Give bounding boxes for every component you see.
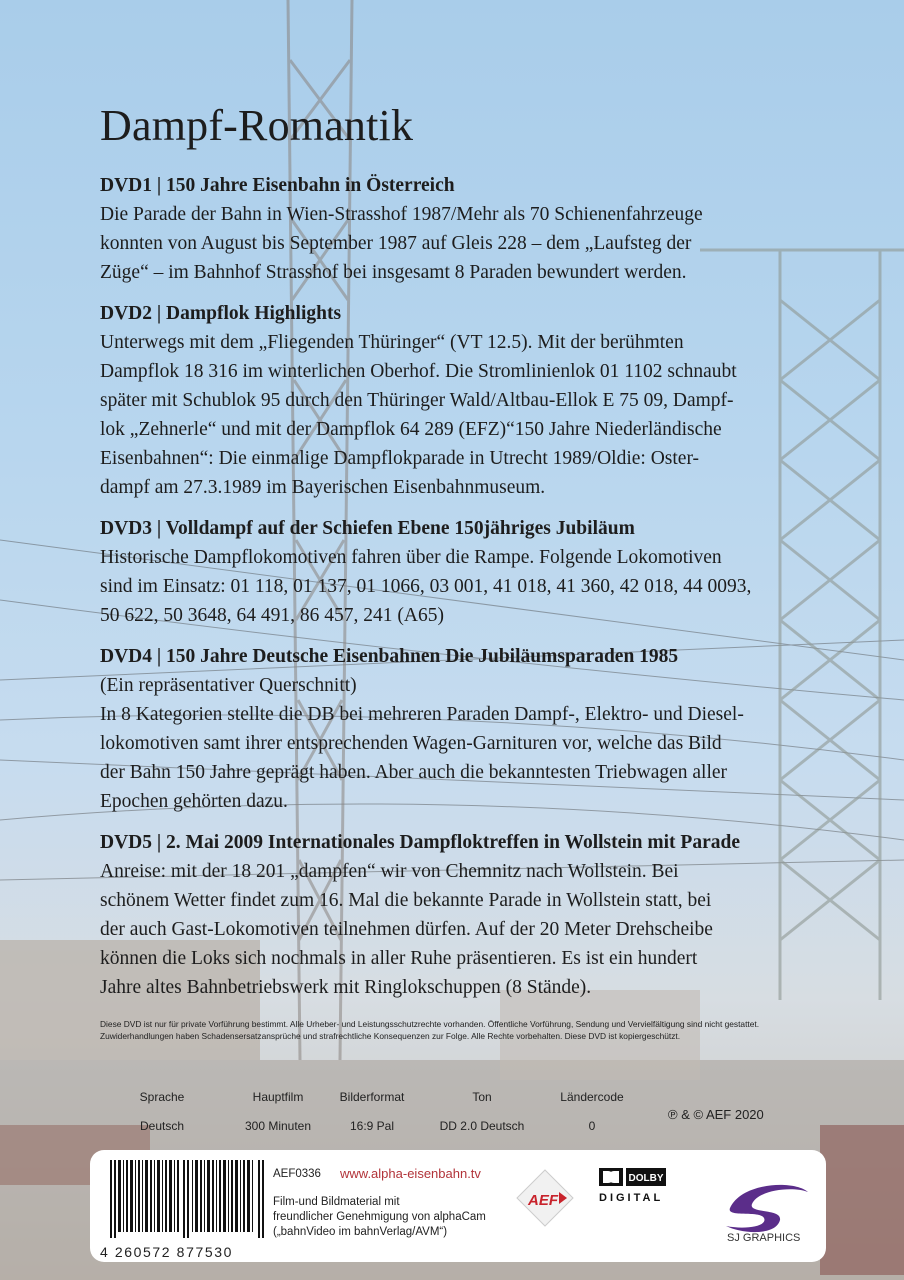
text-line: sind im Einsatz: 01 118, 01 137, 01 1066, 03 001, 41 018, 41 360, 42 018, 44 0093,	[100, 576, 752, 597]
credits-line: freundlicher Genehmigung von alphaCam	[273, 1211, 486, 1223]
text-line: Züge“ – im Bahnhof Strasshof bei insgesamt 8 Paraden bewundert werden.	[100, 262, 687, 283]
dolby-digital-logo	[598, 1166, 693, 1206]
text-line: Jahre altes Bahnbetriebswerk mit Ringlokschuppen (8 Stände).	[100, 977, 592, 998]
digital-text: DIGITAL	[599, 1192, 664, 1204]
legal-notice	[100, 1018, 840, 1042]
dvd3-title: DVD3 | Volldampf auf der Schiefen Ebene 150jähriges Jubiläum	[100, 518, 635, 539]
dvd2-description	[100, 328, 840, 502]
specs-header: Bilderformat	[339, 1089, 405, 1104]
text-line: lok „Zehnerle“ und mit der Dampflok 64 289 (EFZ)“150 Jahre Niederländische	[100, 419, 722, 440]
text-line: später mit Schublok 95 durch den Thüringer Wald/Altbau-Ellok E 75 09, Dampf-	[100, 390, 734, 411]
specs-header: Sprache	[139, 1089, 185, 1104]
text-line: (Ein repräsentativer Querschnitt)	[100, 675, 357, 696]
text-line: Anreise: mit der 18 201 „dampfen“ wir von Chemnitz nach Wollstein. Bei	[100, 861, 679, 882]
text-line: Eisenbahnen“: Die einmalige Dampflokparade in Utrecht 1989/Oldie: Oster-	[100, 448, 700, 469]
text-line: dampf am 27.3.1989 im Bayerischen Eisenbahnmuseum.	[100, 477, 546, 498]
specs-value: 16:9 Pal	[349, 1118, 395, 1133]
specs-value-row	[100, 1111, 632, 1140]
dvd4-title: DVD4 | 150 Jahre Deutsche Eisenbahnen Die Jubiläumsparaden 1985	[100, 646, 679, 667]
dvd1-section	[100, 171, 840, 287]
dvd3-description	[100, 543, 840, 630]
credits-line: Film-und Bildmaterial mit	[273, 1196, 400, 1208]
dolby-text: DOLBY	[628, 1173, 664, 1184]
specs-header: Ländercode	[560, 1089, 624, 1104]
dvd2-title: DVD2 | Dampflok Highlights	[100, 303, 342, 324]
specs-value: 300 Minuten	[244, 1118, 312, 1133]
barcode-number: 4 260572 877530	[100, 1244, 233, 1260]
dvd4-description	[100, 671, 840, 816]
specs-header-row	[100, 1082, 632, 1111]
specs-value: DD 2.0 Deutsch	[439, 1118, 525, 1133]
aef-logo	[515, 1168, 575, 1228]
text-line: In 8 Kategorien stellte die DB bei mehreren Paraden Dampf-, Elektro- und Diesel-	[100, 704, 744, 725]
aef-logo-text: AEF	[528, 1192, 558, 1209]
page-title: Dampf-Romantik	[100, 101, 414, 150]
content-panel	[100, 100, 840, 1014]
dvd2-section	[100, 299, 840, 502]
text-line: der auch Gast-Lokomotiven teilnehmen dürfen. Auf der 20 Meter Drehscheibe	[100, 919, 713, 940]
dvd1-title: DVD1 | 150 Jahre Eisenbahn in Österreich	[100, 175, 455, 196]
footer-panel	[90, 1150, 826, 1262]
text-line: Unterwegs mit dem „Fliegenden Thüringer“ (VT 12.5). Mit der berühmten	[100, 332, 684, 353]
specs-value: Deutsch	[139, 1118, 185, 1133]
text-line: Historische Dampflokomotiven fahren über die Rampe. Folgende Lokomotiven	[100, 547, 722, 568]
text-line: schönem Wetter findet zum 16. Mal die bekannte Parade in Wollstein statt, bei	[100, 890, 712, 911]
copyright-notice: ℗ & © AEF 2020	[668, 1107, 764, 1122]
barcode-icon	[110, 1160, 266, 1238]
credits-line: („bahnVideo im bahnVerlag/AVM“)	[273, 1226, 448, 1238]
sj-graphics-text: SJ GRAPHICS	[727, 1232, 801, 1244]
text-line: 50 622, 50 3648, 64 491, 86 457, 241 (A65)	[100, 605, 444, 626]
text-line: Die Parade der Bahn in Wien-Strasshof 1987/Mehr als 70 Schienenfahrzeuge	[100, 204, 703, 225]
dvd5-section	[100, 828, 840, 1002]
dvd3-section	[100, 514, 840, 630]
footage-credits	[273, 1195, 486, 1240]
text-line: der Bahn 150 Jahre geprägt haben. Aber auch die bekanntesten Triebwagen aller	[100, 762, 728, 783]
specs-header: Hauptfilm	[252, 1089, 304, 1104]
legal-notice-line: Zuwiderhandlungen haben Schadensersatzansprüche und strafrechtliche Konsequenzen zur Folge. Alle Rechte vorbehalten. Diese DVD ist kopiergeschützt.	[100, 1031, 681, 1041]
product-code: AEF0336	[273, 1168, 321, 1180]
text-line: lokomotiven samt ihrer entsprechenden Wagen-Garnituren vor, welche das Bild	[100, 733, 722, 754]
text-line: Dampflok 18 316 im winterlichen Oberhof. Die Stromlinienlok 01 1102 schnaubt	[100, 361, 737, 382]
legal-notice-line: Diese DVD ist nur für private Vorführung bestimmt. Alle Urheber- und Leistungsschutzrechte vorhanden. Öffentliche Vorführung, Sendung und Vervielfältigung sind nicht gestattet.	[100, 1019, 760, 1029]
dvd1-description	[100, 200, 840, 287]
specs-header: Ton	[472, 1089, 492, 1104]
dvd5-title: DVD5 | 2. Mai 2009 Internationales Dampfloktreffen in Wollstein mit Parade	[100, 832, 740, 853]
text-line: Epochen gehörten dazu.	[100, 791, 288, 812]
text-line: konnten von August bis September 1987 auf Gleis 228 – dem „Laufsteg der	[100, 233, 692, 254]
website-link[interactable]: www.alpha-eisenbahn.tv	[340, 1166, 481, 1181]
specs-value: 0	[588, 1118, 596, 1133]
text-line: können die Loks sich nochmals in aller Ruhe präsentieren. Es ist ein hundert	[100, 948, 698, 969]
dvd5-description	[100, 857, 840, 1002]
dvd4-section	[100, 642, 840, 816]
